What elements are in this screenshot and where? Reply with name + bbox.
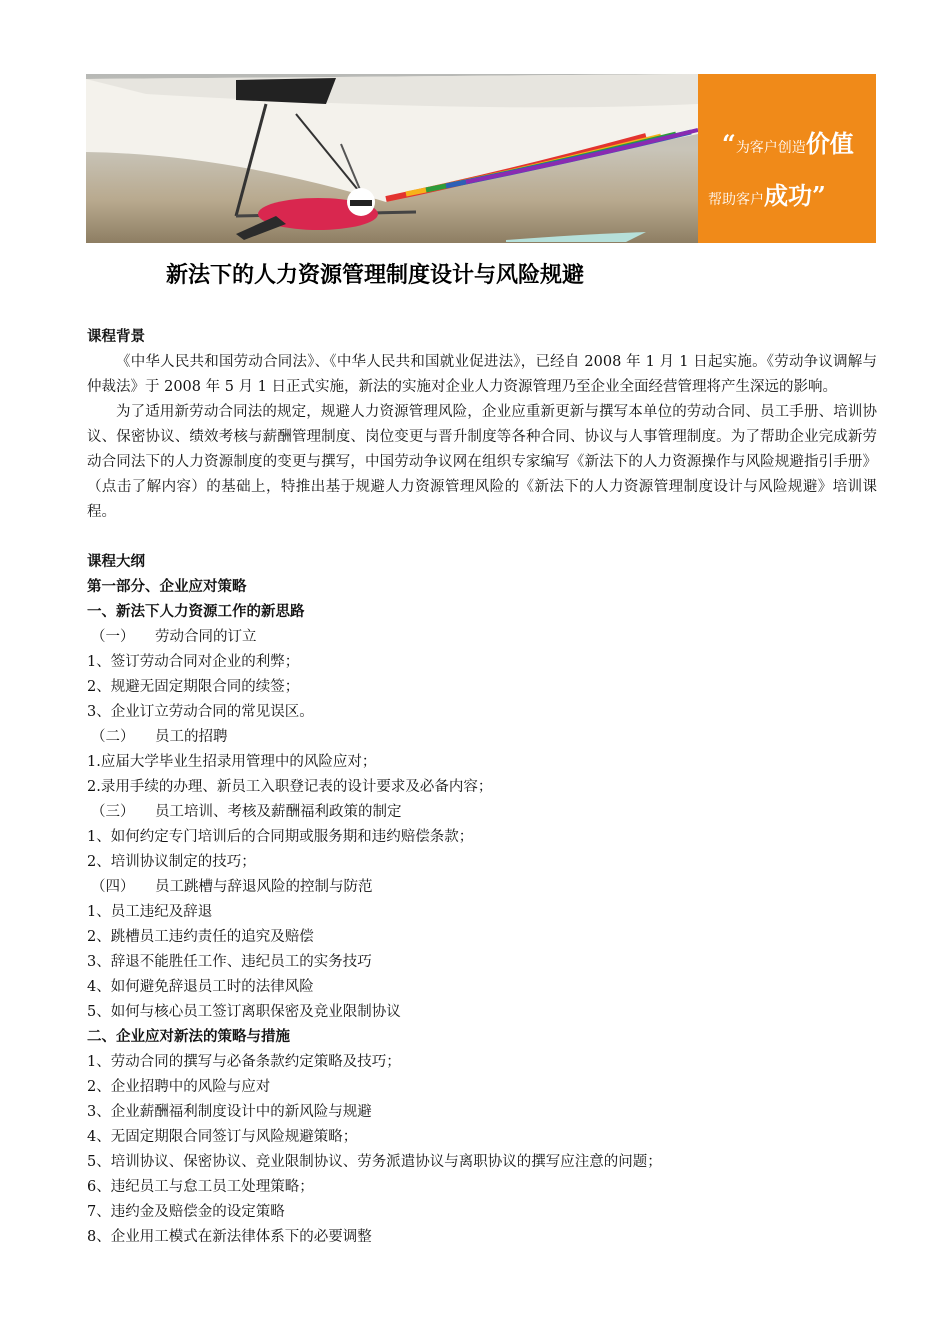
list-item: 5、如何与核心员工签订离职保密及竞业限制协议 bbox=[87, 1004, 401, 1020]
list-item: 1、劳动合同的撰写与必备条款约定策略及技巧； bbox=[87, 1054, 401, 1070]
list-item: 4、无固定期限合同签订与风险规避策略； bbox=[87, 1129, 358, 1145]
slogan-text-2: 帮助客户 bbox=[708, 192, 764, 208]
document-body bbox=[87, 325, 877, 1250]
list-item: 1、员工违纪及辞退 bbox=[87, 904, 213, 920]
outline-heading: 课程大纲 bbox=[87, 554, 145, 570]
slogan-text-1: 为客户创造 bbox=[735, 140, 806, 156]
part-1-heading: 第一部分、企业应对策略 bbox=[87, 579, 247, 595]
subsection-label: 员工的招聘 bbox=[155, 729, 228, 745]
slogan-emphasis-1: 价值 bbox=[805, 130, 854, 158]
list-item: 2、规避无固定期限合同的续签； bbox=[87, 679, 300, 695]
subsection-1-heading bbox=[87, 625, 877, 650]
list-item: 2、企业招聘中的风险与应对 bbox=[87, 1079, 271, 1095]
slogan-panel bbox=[698, 74, 876, 243]
banner bbox=[86, 74, 876, 243]
slogan-line-1 bbox=[722, 124, 854, 159]
list-item: 2.录用手续的办理、新员工入职登记表的设计要求及必备内容； bbox=[87, 779, 493, 795]
list-item: 2、培训协议制定的技巧； bbox=[87, 854, 256, 870]
subsection-2-heading bbox=[87, 725, 877, 750]
section-2-heading: 二、企业应对新法的策略与措施 bbox=[87, 1029, 290, 1045]
hang-glider-photo bbox=[86, 74, 698, 243]
background-paragraph-1: 《中华人民共和国劳动合同法》、《中华人民共和国就业促进法》，已经自 2008 年 1 月 1 日起实施。《劳动争议调解与仲裁法》于 2008 年 5 月 1 日正式实施，新法的实施对企业人力资源管理乃至企业全面经营管理将产生深远的影响。 bbox=[87, 354, 877, 395]
list-item: 3、企业订立劳动合同的常见误区。 bbox=[87, 704, 314, 720]
slogan-emphasis-2: 成功 bbox=[764, 182, 812, 210]
subsection-label: 劳动合同的订立 bbox=[155, 629, 257, 645]
subsection-3-heading bbox=[87, 800, 877, 825]
list-item: 2、跳槽员工违约责任的追究及赔偿 bbox=[87, 929, 314, 945]
list-item: 1、签订劳动合同对企业的利弊； bbox=[87, 654, 300, 670]
list-item: 1.应届大学毕业生招录用管理中的风险应对； bbox=[87, 754, 377, 770]
close-quote-mark: ” bbox=[812, 181, 826, 210]
subsection-label: 员工培训、考核及薪酬福利政策的制定 bbox=[155, 804, 402, 820]
list-item: 7、违约金及赔偿金的设定策略 bbox=[87, 1204, 285, 1220]
section-1-heading: 一、新法下人力资源工作的新思路 bbox=[87, 604, 305, 620]
subsection-number: （一） bbox=[91, 629, 135, 645]
list-item: 4、如何避免辞退员工时的法律风险 bbox=[87, 979, 314, 995]
list-item: 3、辞退不能胜任工作、违纪员工的实务技巧 bbox=[87, 954, 372, 970]
subsection-label: 员工跳槽与辞退风险的控制与防范 bbox=[155, 879, 373, 895]
list-item: 6、违纪员工与怠工员工处理策略； bbox=[87, 1179, 314, 1195]
list-item: 5、培训协议、保密协议、竞业限制协议、劳务派遣协议与离职协议的撰写应注意的问题； bbox=[87, 1154, 662, 1170]
subsection-number: （三） bbox=[91, 804, 135, 820]
subsection-4-heading bbox=[87, 875, 877, 900]
background-paragraph-2: 为了适用新劳动合同法的规定，规避人力资源管理风险，企业应重新更新与撰写本单位的劳动合同、员工手册、培训协议、保密协议、绩效考核与薪酬管理制度、岗位变更与晋升制度等各种合同、协议与人事管理制度。为了帮助企业完成新劳动合同法下的人力资源制度的变更与撰写，中国劳动争议网在组织专家编写《新法下的人力资源操作与风险规避指引手册》（点击了解内容）的基础上，特推出基于规避人力资源管理风险的《新法下的人力资源管理制度设计与风险规避》培训课程。 bbox=[87, 404, 877, 520]
page-title: 新法下的人力资源管理制度设计与风险规避 bbox=[166, 263, 585, 288]
list-item: 8、企业用工模式在新法律体系下的必要调整 bbox=[87, 1229, 372, 1245]
subsection-number: （二） bbox=[91, 729, 135, 745]
list-item: 3、企业薪酬福利制度设计中的新风险与规避 bbox=[87, 1104, 372, 1120]
subsection-number: （四） bbox=[91, 879, 135, 895]
list-item: 1、如何约定专门培训后的合同期或服务期和违约赔偿条款； bbox=[87, 829, 474, 845]
background-heading: 课程背景 bbox=[87, 329, 145, 345]
slogan-line-2 bbox=[708, 176, 826, 211]
open-quote-mark: “ bbox=[722, 129, 736, 158]
